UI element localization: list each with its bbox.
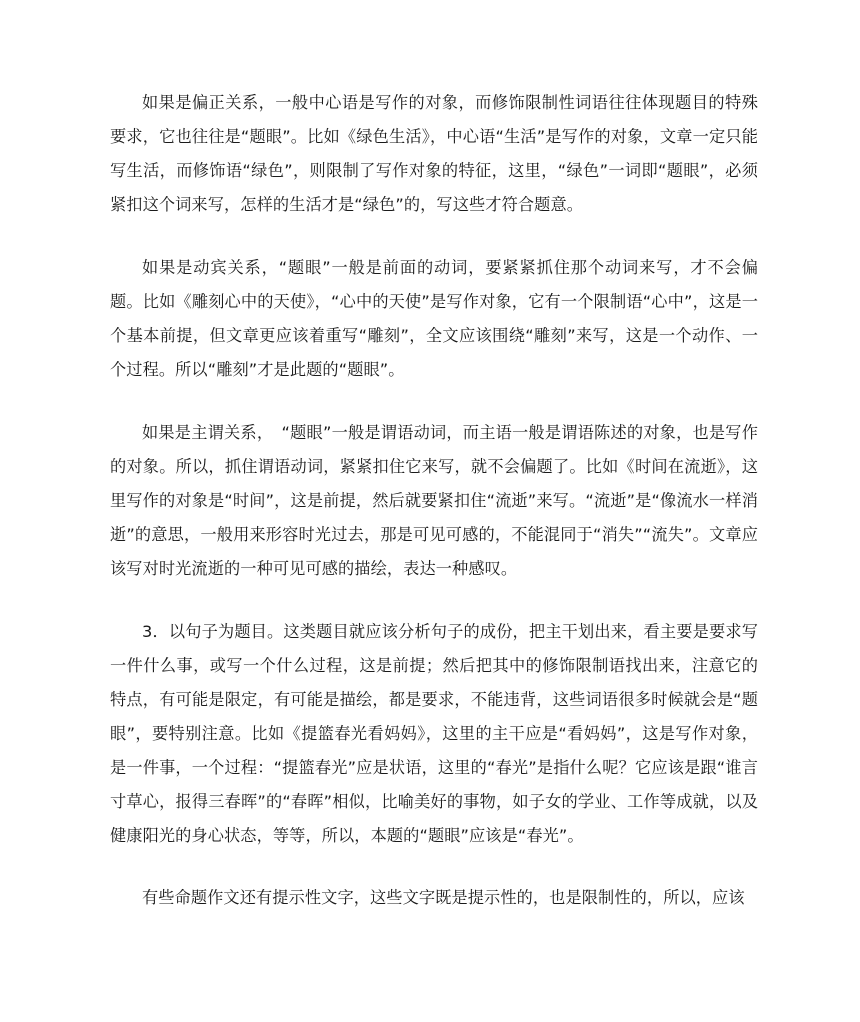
paragraph-sentence-titles: 3．以句子为题目。这类题目就应该分析句子的成份，把主干划出来，看主要是要求写一件什么事，或写一个什么过程，这是前提；然后把其中的修饰限制语找出来，注意它的特点，有可能是限定，有可能是描绘，都是要求，不能违背，这些词语很多时候就会是“题眼”，要特别注意。比如《提篮春光看妈妈》，这里的主干应是“看妈妈”，这是写作对象，是一件事，一个过程：“提篮春光”应是状语，这里的“春光”是指什么呢？它应该是跟“谁言寸草心，报得三春晖”的“春晖”相似，比喻美好的事物，如子女的学业、工作等成就，以及健康阳光的身心状态，等等，所以，本题的“题眼”应该是“春光”。 [110, 622, 758, 845]
paragraph-subject-predicate-relation: 如果是主谓关系， “题眼”一般是谓语动词，而主语一般是谓语陈述的对象，也是写作的对象。所以，抓住谓语动词，紧紧扣住它来写，就不会偏题了。比如《时间在流逝》，这里写作的对象是“时间”，这是前提，然后就要紧扣住“流逝”来写。“流逝”是“像流水一样消逝”的意思，一般用来形容时光过去，那是可见可感的，不能混同于“消失”“流失”。文章应该写对时光流逝的一种可见可感的描绘，表达一种感叹。 [110, 423, 758, 578]
paragraph-modifier-relation: 如果是偏正关系，一般中心语是写作的对象，而修饰限制性词语往往体现题目的特殊要求，它也往往是“题眼”。比如《绿色生活》，中心语“生活”是写作的对象，文章一定只能写生活，而修饰语“绿色”，则限制了写作对象的特征，这里，“绿色”一词即“题眼”，必须紧扣这个词来写，怎样的生活才是“绿色”的，写这些才符合题意。 [110, 93, 758, 214]
paragraph-prompt-text: 有些命题作文还有提示性文字，这些文字既是提示性的，也是限制性的，所以，应该 [142, 888, 745, 907]
paragraph-verb-object-relation: 如果是动宾关系，“题眼”一般是前面的动词，要紧紧抓住那个动词来写，才不会偏题。比如《雕刻心中的天使》，“心中的天使”是写作对象，它有一个限制语“心中”，这是一个基本前提，但文章更应该着重写“雕刻”，全文应该围绕“雕刻”来写，这是一个动作、一个过程。所以“雕刻”才是此题的“题眼”。 [110, 258, 758, 379]
